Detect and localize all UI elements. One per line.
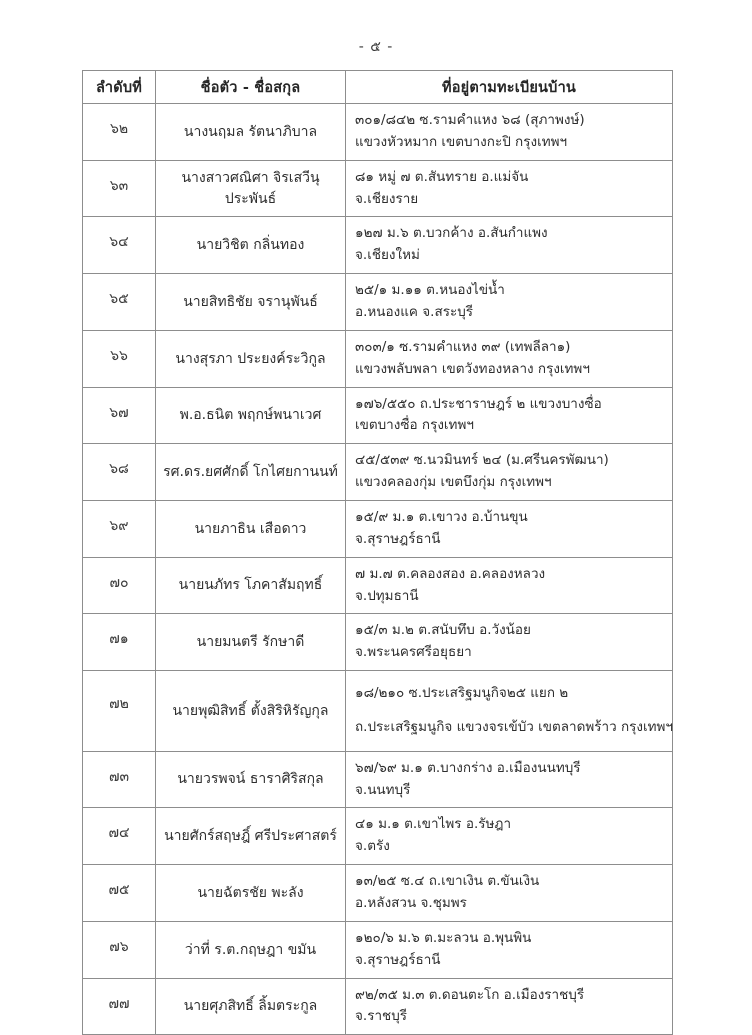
table-body <box>83 104 673 1035</box>
address-line: ๑๒๐/๖ ม.๖ ต.มะลวน อ.พุนพิน <box>355 929 532 946</box>
address-line: ๑๓/๒๕ ซ.๔ ถ.เขาเงิน ต.ขันเงิน <box>355 873 540 890</box>
cell-name: นายศุภสิทธิ์ ลิ้มตระกูล <box>156 978 346 1035</box>
cell-address <box>346 921 673 978</box>
table-row <box>83 501 673 558</box>
column-header-sequence: ลำดับที่ <box>83 71 156 104</box>
address-line: ๒๕/๑ ม.๑๑ ต.หนองไข่น้ำ <box>355 282 505 299</box>
table-row <box>83 444 673 501</box>
address-line: ๑๗๖/๕๕๐ ถ.ประชาราษฎร์ ๒ แขวงบางซื่อ <box>355 395 602 412</box>
cell-sequence: ๗๕ <box>83 865 156 922</box>
cell-address <box>346 444 673 501</box>
cell-sequence: ๖๙ <box>83 501 156 558</box>
cell-sequence: ๖๕ <box>83 274 156 331</box>
cell-name: นายสิทธิชัย จรานุพันธ์ <box>156 274 346 331</box>
address-line: ๑๕/๙ ม.๑ ต.เขาวง อ.บ้านขุน <box>355 509 528 526</box>
cell-name: นายศักร์สฤษฎิ์ ศรีประศาสตร์ <box>156 808 346 865</box>
cell-sequence: ๖๓ <box>83 160 156 217</box>
address-line: ๔๕/๕๓๙ ซ.นวมินทร์ ๒๔ (ม.ศรีนครพัฒนา) <box>355 452 609 469</box>
address-line: จ.พระนครศรีอยุธยา <box>355 644 472 661</box>
address-line: ๔๑ ม.๑ ต.เขาไพร อ.รัษฎา <box>355 816 512 833</box>
column-header-name: ชื่อตัว - ชื่อสกุล <box>156 71 346 104</box>
cell-address <box>346 160 673 217</box>
cell-name: นางสาวศณิศา จิรเสวีนุประพันธ์ <box>156 160 346 217</box>
table-row <box>83 865 673 922</box>
cell-sequence: ๖๘ <box>83 444 156 501</box>
table-row <box>83 921 673 978</box>
cell-address <box>346 751 673 808</box>
cell-address <box>346 557 673 614</box>
cell-address <box>346 808 673 865</box>
cell-sequence: ๗๖ <box>83 921 156 978</box>
cell-address <box>346 865 673 922</box>
cell-address <box>346 501 673 558</box>
cell-name: นายฉัตรชัย พะลัง <box>156 865 346 922</box>
address-line: ๓๐๓/๑ ซ.รามคำแหง ๓๙ (เทพลีลา๑) <box>355 338 571 355</box>
cell-sequence: ๗๔ <box>83 808 156 865</box>
cell-name: นายมนตรี รักษาดี <box>156 614 346 671</box>
address-line: จ.สุราษฎร์ธานี <box>355 951 441 968</box>
address-line: ๘๑ หมู่ ๗ ต.สันทราย อ.แม่จัน <box>355 168 529 185</box>
cell-sequence: ๖๒ <box>83 104 156 161</box>
address-line: จ.สุราษฎร์ธานี <box>355 530 441 547</box>
cell-address <box>346 978 673 1035</box>
address-line: ถ.ประเสริฐมนูกิจ แขวงจรเข้บัว เขตลาดพร้าว กรุงเทพฯ <box>355 718 673 735</box>
cell-address <box>346 104 673 161</box>
cell-name: นางสุรภา ประยงค์ระวิกูล <box>156 330 346 387</box>
address-line: จ.นนทบุรี <box>355 781 411 798</box>
table-row <box>83 671 673 752</box>
cell-address <box>346 614 673 671</box>
cell-name: นายนภัทร โภคาสัมฤทธิ์ <box>156 557 346 614</box>
cell-address <box>346 217 673 274</box>
registry-table <box>82 70 673 1035</box>
address-line: อ.หลังสวน จ.ชุมพร <box>355 894 467 911</box>
table-header-row <box>83 71 673 104</box>
table-row <box>83 217 673 274</box>
cell-address <box>346 274 673 331</box>
table-row <box>83 274 673 331</box>
cell-name: รศ.ดร.ยศศักดิ์ โกไศยกานนท์ <box>156 444 346 501</box>
cell-address <box>346 671 673 752</box>
cell-address <box>346 387 673 444</box>
cell-name: นายภาธิน เสือดาว <box>156 501 346 558</box>
cell-name: นายพุฒิสิทธิ์ ตั้งสิริหิรัญกุล <box>156 671 346 752</box>
address-line: อ.หนองแค จ.สระบุรี <box>355 304 474 321</box>
table-row <box>83 751 673 808</box>
table-row <box>83 978 673 1035</box>
cell-name: พ.อ.ธนิต พฤกษ์พนาเวศ <box>156 387 346 444</box>
table-row <box>83 808 673 865</box>
address-line: แขวงพลับพลา เขตวังทองหลาง กรุงเทพฯ <box>355 360 590 377</box>
table-header <box>83 71 673 104</box>
cell-sequence: ๗๐ <box>83 557 156 614</box>
address-line: จ.เชียงราย <box>355 190 419 207</box>
cell-sequence: ๗๒ <box>83 671 156 752</box>
cell-address <box>346 330 673 387</box>
table-row <box>83 330 673 387</box>
cell-sequence: ๗๑ <box>83 614 156 671</box>
address-line: จ.เชียงใหม่ <box>355 247 420 264</box>
cell-name: นายวรพจน์ ธาราศิริสกุล <box>156 751 346 808</box>
address-line: ๙๒/๓๕ ม.๓ ต.ดอนตะโก อ.เมืองราชบุรี <box>355 986 585 1003</box>
table-row <box>83 387 673 444</box>
address-line: จ.ราชบุรี <box>355 1008 408 1025</box>
address-line: ๗ ม.๗ ต.คลองสอง อ.คลองหลวง <box>355 565 546 582</box>
address-line: จ.ตรัง <box>355 838 390 855</box>
cell-sequence: ๗๓ <box>83 751 156 808</box>
cell-sequence: ๖๖ <box>83 330 156 387</box>
address-line: ๑๒๗ ม.๖ ต.บวกค้าง อ.สันกำแพง <box>355 225 548 242</box>
column-header-address: ที่อยู่ตามทะเบียนบ้าน <box>346 71 673 104</box>
address-line: เขตบางซื่อ กรุงเทพฯ <box>355 417 474 434</box>
cell-name: ว่าที่ ร.ต.กฤษฎา ขมัน <box>156 921 346 978</box>
address-line: แขวงหัวหมาก เขตบางกะปิ กรุงเทพฯ <box>355 133 568 150</box>
cell-name: นางนฤมล รัตนาภิบาล <box>156 104 346 161</box>
page-number: - ๕ - <box>358 39 394 55</box>
cell-sequence: ๖๔ <box>83 217 156 274</box>
address-line: ๑๕/๓ ม.๒ ต.สนับทึบ อ.วังน้อย <box>355 622 531 639</box>
cell-name: นายวิชิต กลิ่นทอง <box>156 217 346 274</box>
table-row <box>83 104 673 161</box>
address-line: จ.ปทุมธานี <box>355 587 419 604</box>
table-row <box>83 614 673 671</box>
address-line: ๓๐๑/๘๔๒ ซ.รามคำแหง ๖๘ (สุภาพงษ์) <box>355 112 585 128</box>
table-row <box>83 160 673 217</box>
address-line: แขวงคลองกุ่ม เขตบึงกุ่ม กรุงเทพฯ <box>355 474 552 491</box>
table-row <box>83 557 673 614</box>
address-line: ๑๘/๒๑๐ ซ.ประเสริฐมนูกิจ๒๕ แยก ๒ <box>355 685 569 702</box>
cell-sequence: ๗๗ <box>83 978 156 1035</box>
address-line: ๖๗/๖๙ ม.๑ ต.บางกร่าง อ.เมืองนนทบุรี <box>355 759 581 776</box>
cell-sequence: ๖๗ <box>83 387 156 444</box>
